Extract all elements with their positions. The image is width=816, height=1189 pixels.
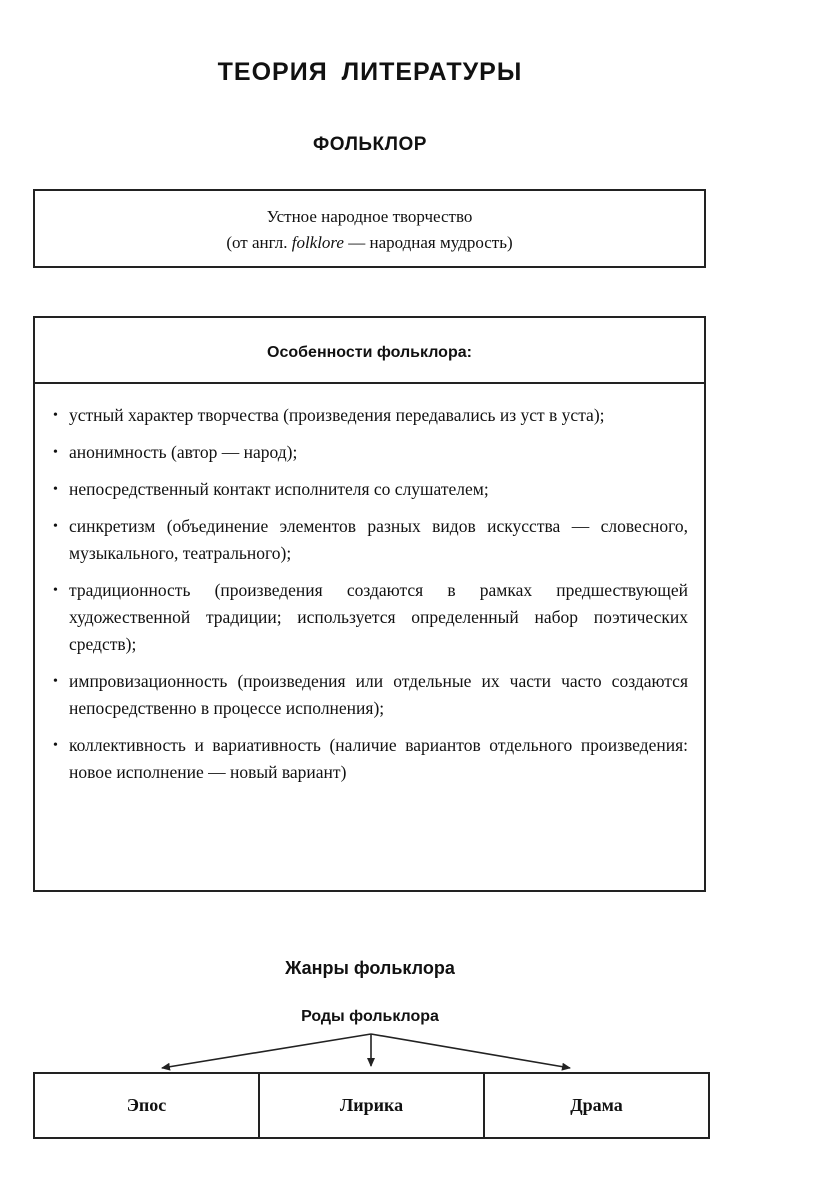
list-item-text: анонимность (автор — народ); (69, 442, 298, 462)
list-item-text: синкретизм (объединение элементов разных видов искусства — словесного, музыкального, театрального); (69, 516, 688, 563)
bullet-icon: • (53, 408, 58, 423)
list-item (51, 577, 688, 658)
bullet-icon: • (53, 738, 58, 753)
list-item (51, 439, 688, 466)
bullet-icon: • (53, 519, 58, 534)
definition-line-1: Устное народное творчество (266, 207, 473, 226)
list-item-text: устный характер творчества (произведения передавались из уст в уста); (69, 405, 605, 425)
genus-kinds-table (33, 1072, 710, 1139)
kind-lyrics: Лирика (258, 1074, 483, 1137)
features-box (33, 316, 706, 892)
definition-prefix: (от англ. (226, 233, 292, 252)
kind-drama: Драма (483, 1074, 708, 1137)
page-title: ТЕОРИЯ ЛИТЕРАТУРЫ (217, 58, 523, 86)
list-item-text: коллективность и вариативность (наличие вариантов отдельного произведения: новое исполнение — новый вариант) (69, 735, 688, 782)
list-item (51, 402, 688, 429)
bullet-icon: • (53, 482, 58, 497)
definition-line-2 (35, 230, 704, 256)
list-item-text: традиционность (произведения создаются в рамках предшествующей художественной традиции; используется определенный набор поэтических средств); (69, 580, 688, 654)
definition-term: folklore (291, 233, 344, 252)
list-item (51, 732, 688, 786)
genres-title: Жанры фольклора (285, 958, 455, 978)
features-list (35, 384, 704, 786)
list-item (51, 513, 688, 567)
bullet-icon: • (53, 445, 58, 460)
list-item (51, 476, 688, 503)
definition-box (33, 189, 706, 268)
features-heading: Особенности фольклора: (35, 318, 704, 384)
list-item-text: импровизационность (произведения или отдельные их части часто создаются непосредственно в процессе исполнения); (69, 671, 688, 718)
definition-suffix: — народная мудрость) (343, 233, 513, 252)
list-item (51, 668, 688, 722)
genus-arrows (0, 1020, 816, 1080)
arrow-right (371, 1034, 570, 1068)
bullet-icon: • (53, 674, 58, 689)
list-item-text: непосредственный контакт исполнителя со слушателем; (69, 479, 489, 499)
arrow-left (162, 1034, 371, 1068)
bullet-icon: • (53, 583, 58, 598)
genus-label: Роды фольклора (301, 1008, 439, 1025)
kind-epos: Эпос (126, 1095, 167, 1115)
section-title: ФОЛЬКЛОР (313, 134, 427, 155)
